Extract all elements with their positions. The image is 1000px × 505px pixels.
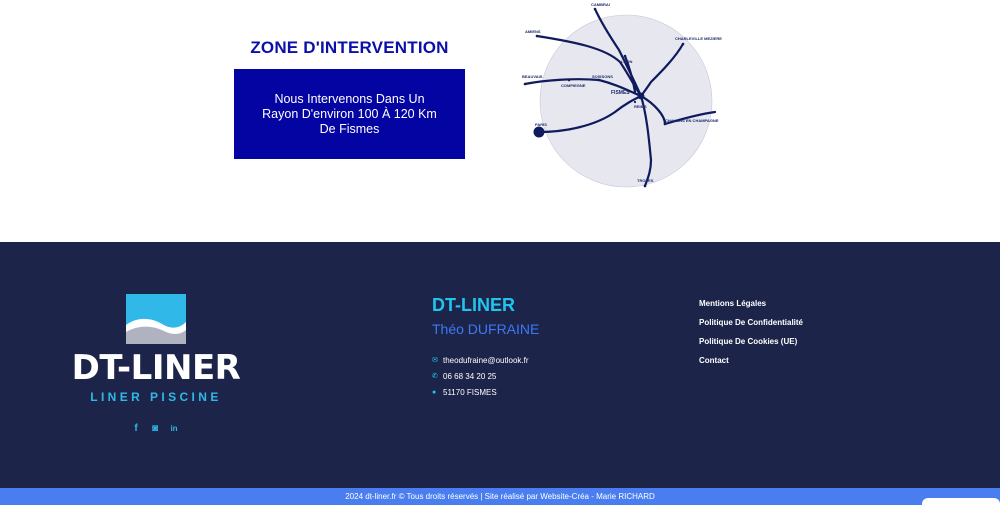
contact-phone[interactable]: 06 68 34 20 25 [443, 371, 497, 381]
map-pin-icon: ● [432, 388, 437, 396]
map-label-beauvais: BEAUVAIS [522, 74, 543, 79]
zone-description: Nous Intervenons Dans Un Rayon D'environ 100 À 120 Km De Fismes [262, 91, 437, 136]
link-contact[interactable]: Contact [699, 356, 729, 365]
intervention-map [515, 0, 725, 200]
footer-links [699, 299, 803, 375]
link-politique-cookies[interactable]: Politique De Cookies (UE) [699, 337, 798, 346]
paris-marker [534, 127, 545, 138]
copyright-bar: 2024 dt-liner.fr © Tous droits réservés | Site réalisé par Website-Créa - Marie RICHARD [0, 488, 1000, 505]
map-label-cambrai: CAMBRAI [591, 2, 610, 7]
zone-intervention-section [0, 0, 1000, 242]
map-label-paris: PARIS [535, 122, 547, 127]
map-label-soissons: SOISSONS [592, 74, 613, 79]
map-label-amiens: AMIENS [525, 29, 541, 34]
footer-owner: Théo DUFRAINE [432, 321, 540, 337]
contact-info [432, 352, 529, 400]
contact-phone-row[interactable] [432, 368, 529, 384]
logo-name: DT-LINER [71, 348, 241, 388]
contact-email[interactable]: theodufraine@outlook.fr [443, 355, 529, 365]
site-footer [0, 242, 1000, 488]
zone-description-box [234, 69, 465, 159]
link-mentions-legales[interactable]: Mentions Légales [699, 299, 767, 308]
map-label-laon: LAON [621, 59, 633, 64]
linkedin-icon[interactable]: in [170, 423, 178, 433]
contact-address: 51170 FISMES [443, 387, 497, 397]
contact-address-row [432, 384, 529, 400]
link-politique-confidentialite[interactable]: Politique De Confidentialité [699, 318, 804, 327]
map-label-troyes: TROYES [637, 178, 654, 183]
footer-brand: DT-LINER [432, 295, 515, 315]
map-label-fismes: FISMES [611, 90, 630, 96]
map-label-reims: REIMS [634, 104, 647, 109]
facebook-icon[interactable]: f [134, 422, 138, 434]
chat-widget-tab[interactable] [922, 498, 1000, 505]
map-label-compiegne: COMPIEGNE [561, 83, 586, 88]
map-label-chalons: CHALONS EN CHAMPAGNE [665, 118, 719, 123]
zone-title: ZONE D'INTERVENTION [250, 38, 449, 57]
contact-email-row[interactable] [432, 352, 529, 368]
social-links [131, 423, 179, 433]
pool-wave-logo-icon [126, 294, 186, 344]
phone-icon: ✆ [432, 373, 438, 380]
map-label-charleville: CHARLEVILLE MEZIERE [675, 36, 722, 41]
logo-subtitle: LINER PISCINE [90, 390, 222, 404]
envelope-icon: ✉ [432, 357, 438, 364]
instagram-icon[interactable]: ◙ [151, 422, 159, 434]
fismes-marker [638, 93, 645, 100]
